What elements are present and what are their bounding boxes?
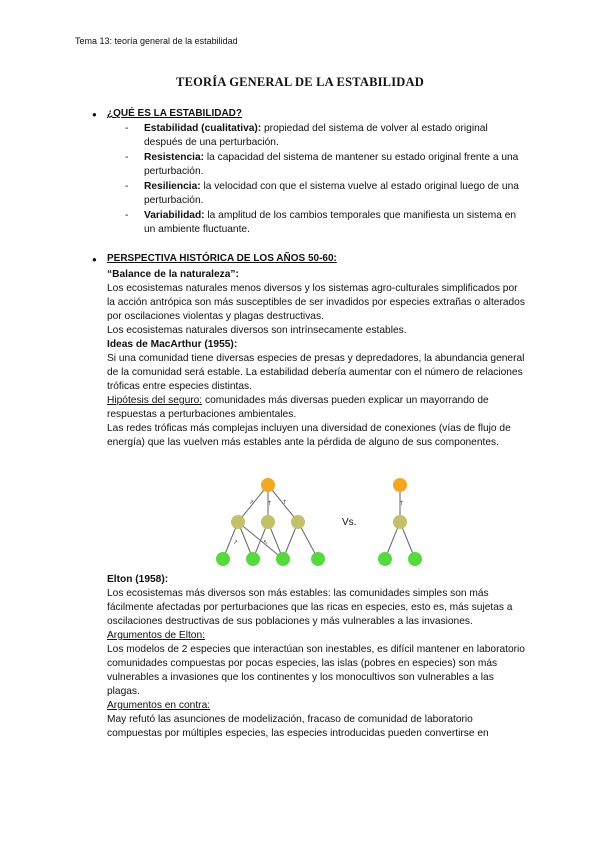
bullet-icon: ● xyxy=(92,110,97,119)
top-predator-node xyxy=(261,478,275,492)
definition: la amplitud de los cambios temporales que manifiesta un sistema en un ambiente fluctuante. xyxy=(144,210,517,235)
term: Estabilidad (cualitativa): xyxy=(144,123,262,134)
consumer-node xyxy=(261,515,275,529)
svg-text:↗: ↗ xyxy=(233,539,239,546)
consumer-node xyxy=(291,515,305,529)
producer-node xyxy=(216,552,230,566)
page-title: TEORÍA GENERAL DE LA ESTABILIDAD xyxy=(176,75,424,89)
svg-text:↗: ↗ xyxy=(249,499,255,506)
paragraph: Las redes tróficas más complejas incluyen una diversidad de conexiones (vías de flujo de energía) que las vuelven más estables ante la pérdida de alguno de sus componentes. xyxy=(107,423,511,448)
paragraph xyxy=(107,394,527,422)
section-heading-que-es: ¿QUÉ ES LA ESTABILIDAD? xyxy=(107,108,242,119)
hipotesis-label: Hipótesis del seguro: xyxy=(107,395,203,406)
subheading-balance: “Balance de la naturaleza”: xyxy=(107,269,239,280)
args-elton-label: Argumentos de Elton: xyxy=(107,630,205,641)
term: Resiliencia: xyxy=(144,181,201,192)
hipotesis-text: comunidades más diversas pueden explicar un mayorrando de respuestas a perturbaciones ambientales. xyxy=(107,395,489,420)
producer-node xyxy=(276,552,290,566)
args-contra-label: Argumentos en contra: xyxy=(107,700,211,711)
producer-node xyxy=(378,552,392,566)
paragraph: May refutó las asunciones de modelización, fracaso de comunidad de laboratorio compuestas por múltiples especies, las especies introducidas pueden convertirse en xyxy=(107,714,489,739)
subheading-macarthur: Ideas de MacArthur (1955): xyxy=(107,339,238,350)
paragraph: Los ecosistemas más diversos son más estables: las comunidades simples son más fácilmente afectadas por perturbaciones que las ricas en especies, esto es, más sujetas a oscilaciones destructivas de sus poblaciones y más vulnerables a las invasiones. xyxy=(107,588,513,627)
producer-node xyxy=(246,552,260,566)
consumer-node xyxy=(231,515,245,529)
definition: propiedad del sistema de volver al estado original después de una perturbación. xyxy=(144,123,488,148)
paragraph: Los ecosistemas naturales menos diversos y los sistemas agro-culturales simplificados por la acción antrópica son más susceptibles de ser invadidos por especies extrañas o alterados por oscilaciones violentas y plagas destructivas. xyxy=(107,283,525,322)
bullet-icon: ● xyxy=(92,255,97,264)
definitions-list xyxy=(125,122,525,238)
definition: la velocidad con que el sistema vuelve al estado original luego de una perturbación. xyxy=(144,181,519,206)
section-heading-perspectiva: PERSPECTIVA HISTÓRICA DE LOS AÑOS 50-60: xyxy=(107,253,337,264)
page-header: Tema 13: teoría general de la estabilidad xyxy=(75,36,238,46)
balance-block xyxy=(107,268,527,450)
list-item: - Variabilidad: la amplitud de los cambios temporales que manifiesta un sistema en un ambiente fluctuante. xyxy=(125,210,517,235)
list-item: - Estabilidad (cualitativa): propiedad del sistema de volver al estado original después de una perturbación. xyxy=(125,123,488,148)
elton-block xyxy=(107,573,527,741)
svg-text:↑: ↑ xyxy=(267,500,273,507)
producer-node xyxy=(408,552,422,566)
top-predator-node xyxy=(393,478,407,492)
list-item: - Resistencia: la capacidad del sistema de mantener su estado original frente a una perturbación. xyxy=(125,152,519,177)
consumer-node xyxy=(393,515,407,529)
term: Resistencia: xyxy=(144,152,205,163)
paragraph: Si una comunidad tiene diversas especies de presas y depredadores, la abundancia general de la comunidad será estable. La estabilidad debería aumentar con el número de relaciones tróficas entre especies distintas. xyxy=(107,353,525,392)
paragraph: Los modelos de 2 especies que interactúan son inestables, es difícil mantener en laboratorio comunidades compuestas por pocas especies, las islas (pobres en especies) son más vulnerables a invasiones que los continentes y los monocultivos son vulnerables a las plagas. xyxy=(107,644,525,697)
list-item: - Resiliencia: la velocidad con que el sistema vuelve al estado original luego de una perturbación. xyxy=(125,181,519,206)
producer-node xyxy=(311,552,325,566)
svg-text:↑: ↑ xyxy=(399,500,405,507)
term: Variabilidad: xyxy=(144,210,205,221)
paragraph: Los ecosistemas naturales diversos son intrínsecamente estables. xyxy=(107,325,407,336)
food-web-diagram xyxy=(205,472,445,572)
svg-text:↖: ↖ xyxy=(263,539,269,546)
subheading-elton: Elton (1958): xyxy=(107,574,169,585)
definition: la capacidad del sistema de mantener su estado original frente a una perturbación. xyxy=(144,152,519,177)
svg-text:↑: ↑ xyxy=(282,499,288,506)
vs-label: Vs. xyxy=(342,517,357,528)
